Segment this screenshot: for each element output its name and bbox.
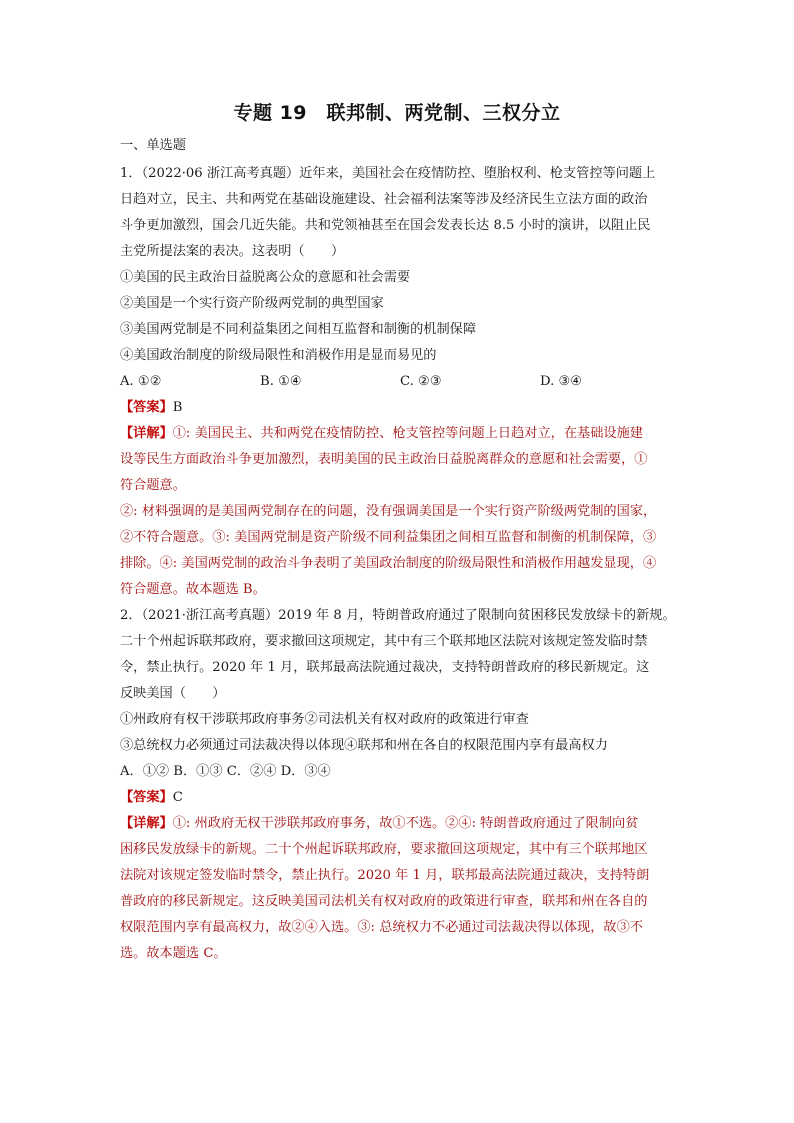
question-2-line: 二十个州起诉联邦政府，要求撤回这项规定，其中有三个联邦地区法院对该规定签发临时禁 (120, 634, 648, 649)
question-1-item: ①美国的民主政治日益脱离公众的意愿和社会需要 (120, 270, 411, 285)
question-2-detail-line: 普政府的移民新规定。这反映美国司法机关有权对政府的政策进行审查，联邦和州在各自的 (120, 894, 648, 909)
answer-tag: 【答案】 (120, 790, 173, 805)
question-1-detail-line: 设等民生方面政治斗争更加激烈，表明美国的民主政治日益脱离群众的意愿和社会需要，① (120, 452, 648, 467)
question-1-options (120, 369, 680, 395)
question-1-detail-line (120, 421, 680, 447)
answer-value: B (172, 400, 183, 415)
section-heading: 一、单选题 (120, 138, 186, 153)
question-1-item: ③美国两党制是不同利益集团之间相互监督和制衡的机制保障 (120, 322, 477, 337)
question-1-line: 斗争更加激烈，国会几近失能。共和党领袖甚至在国会发表长达 8.5 小时的演讲，以阻止民 (120, 218, 651, 233)
question-2-detail-line: 困移民发放绿卡的新规。二十个州起诉联邦政府，要求撤回这项规定，其中有三个联邦地区 (120, 842, 648, 857)
question-2-options: A．①② B．①③ C．②④ D．③④ (120, 764, 331, 779)
question-1-line: 日趋对立，民主、共和两党在基础设施建设、社会福利法案等涉及经济民生立法方面的政治 (120, 192, 648, 207)
question-1-detail-line: ②不符合题意。③: 美国两党制是资产阶级不同利益集团之间相互监督和制衡的机制保障，③ (120, 530, 657, 545)
question-2-line: 令，禁止执行。2020 年 1 月，联邦最高法院通过裁决，支持特朗普政府的移民新规定。这 (120, 660, 650, 675)
answer-value: C (172, 790, 183, 805)
question-1-detail-line: ②: 材料强调的是美国两党制存在的问题，没有强调美国是一个实行资产阶级两党制的国家， (120, 504, 657, 519)
question-1-item: ④美国政治制度的阶级局限性和消极作用是显而易见的 (120, 348, 437, 363)
question-2 (120, 603, 680, 967)
option-b: B. ①④ (260, 374, 302, 389)
question-1-line: 1．（2022·06 浙江高考真题）近年来，美国社会在疫情防控、堕胎权利、枪支管控等问题上 (120, 166, 656, 181)
option-c: C. ②③ (400, 374, 442, 389)
option-d: D. ③④ (540, 374, 583, 389)
question-2-detail-line: 权限范围内享有最高权力，故②④入选。③: 总统权力不必通过司法裁决得以体现，故③不 (120, 920, 643, 935)
question-1-detail-line: 排除。④: 美国两党制的政治斗争表明了美国政治制度的阶级局限性和消极作用越发显现，④ (120, 556, 657, 571)
question-2-line: 反映美国（ ） (120, 686, 226, 701)
question-1-line: 主党所提法案的表决。这表明（ ） (120, 244, 345, 259)
question-2-item: ①州政府有权干涉联邦政府事务②司法机关有权对政府的政策进行审查 (120, 712, 529, 727)
question-1-answer (120, 395, 680, 421)
option-a: A. ①② (120, 374, 162, 389)
answer-tag: 【答案】 (120, 400, 173, 415)
detail-tag: 【详解】 (120, 426, 173, 441)
detail-text: ①: 州政府无权干涉联邦政府事务，故①不选。②④: 特朗普政府通过了限制向贫 (172, 816, 639, 831)
question-2-item: ③总统权力必须通过司法裁决得以体现④联邦和州在各自的权限范围内享有最高权力 (120, 738, 608, 753)
detail-tag: 【详解】 (120, 816, 173, 831)
detail-text: ①: 美国民主、共和两党在疫情防控、枪支管控等问题上日趋对立，在基础设施建 (172, 426, 643, 441)
question-1-detail-line: 符合题意。故本题选 B。 (120, 582, 266, 597)
content-body (120, 133, 680, 967)
question-2-detail-line (120, 811, 680, 837)
question-1 (120, 161, 680, 603)
question-2-detail-line: 法院对该规定签发临时禁令，禁止执行。2020 年 1 月，联邦最高法院通过裁决，支持特朗 (120, 868, 650, 883)
question-2-answer (120, 785, 680, 811)
page-title: 专题 19 联邦制、两党制、三权分立 (233, 102, 561, 124)
question-1-item: ②美国是一个实行资产阶级两党制的典型国家 (120, 296, 384, 311)
question-1-detail-line: 符合题意。 (120, 478, 186, 493)
question-2-detail-line: 选。故本题选 C。 (120, 946, 227, 961)
question-2-line: 2．（2021·浙江高考真题）2019 年 8 月，特朗普政府通过了限制向贫困移民发放绿卡的新规。 (120, 608, 676, 623)
